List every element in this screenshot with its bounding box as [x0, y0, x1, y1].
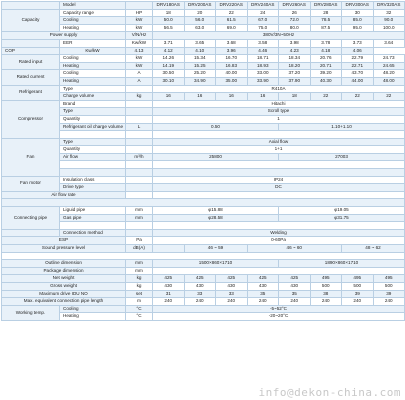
value-cell: 425: [247, 275, 279, 283]
row-parameter-label: [60, 131, 126, 139]
row-unit: kg: [126, 282, 153, 290]
value-cell: 495: [373, 275, 405, 283]
row-unit: [126, 176, 153, 184]
spec-row: [2, 229, 405, 237]
row-unit: A: [126, 77, 153, 85]
value-cell: 15.25: [184, 62, 216, 70]
value-cell: 22: [216, 9, 248, 17]
row-parameter-label: Gas pipe: [60, 214, 126, 222]
value-cell: 240: [373, 298, 405, 306]
value-cell: 25.20: [184, 70, 216, 78]
merged-value-cell: DC: [153, 184, 405, 192]
value-cell: 24.73: [373, 55, 405, 63]
spec-row: [2, 39, 405, 47]
spec-row: [2, 138, 405, 146]
value-cell: 22: [310, 93, 342, 101]
spec-row: [2, 161, 405, 169]
value-cell: 95.0: [342, 24, 374, 32]
row-unit: [126, 146, 153, 154]
spec-row: [2, 267, 405, 275]
row-unit: mm: [126, 267, 153, 275]
row-parameter-label: Cooling: [60, 17, 126, 25]
merged-value-cell: -20~20°C: [153, 313, 405, 321]
value-cell: 61.5: [216, 17, 248, 25]
merged-value-cell: R410A: [153, 85, 405, 93]
row-category-label: [2, 229, 60, 237]
row-category-label: [2, 39, 60, 47]
merged-value-cell: 25800: [153, 153, 279, 161]
row-parameter-label: Drive type: [60, 184, 126, 192]
row-category-label: Connecting pipe: [2, 207, 60, 230]
model-header: DRV300AS: [342, 2, 374, 10]
row-category-label: Rated input: [2, 55, 60, 70]
merged-value-cell: 48 ~ 62: [342, 245, 405, 253]
row-unit: [126, 115, 153, 123]
value-cell: 22: [373, 93, 405, 101]
merged-value-cell: 1890×860×1710: [279, 260, 405, 268]
value-cell: 40.30: [310, 77, 342, 85]
value-cell: 90.0: [373, 17, 405, 25]
value-cell: 425: [153, 275, 185, 283]
empty-value-cell: [153, 161, 405, 169]
spec-row: [2, 275, 405, 283]
value-cell: 48.00: [373, 77, 405, 85]
row-unit: mm: [126, 214, 153, 222]
merged-value-cell: 1.10+1.10: [279, 123, 405, 131]
spec-row: [2, 298, 405, 306]
value-cell: 16: [153, 93, 185, 101]
row-category-label: Fan motor: [2, 176, 60, 191]
value-cell: 22.71: [342, 62, 374, 70]
value-cell: 30.50: [153, 70, 185, 78]
row-unit: [126, 100, 153, 108]
model-header: DRV200AS: [184, 2, 216, 10]
value-cell: 14.26: [153, 55, 185, 63]
spec-row: [2, 222, 405, 230]
row-parameter-label: Quantity: [60, 146, 126, 154]
merged-value-cell: 1+1: [153, 146, 405, 154]
value-cell: 495: [342, 275, 374, 283]
merged-value-cell: [153, 245, 185, 253]
spec-row: [2, 260, 405, 268]
merged-value-cell: 46 ~ 60: [247, 245, 342, 253]
value-cell: 63.0: [184, 24, 216, 32]
row-parameter-label: [60, 169, 126, 177]
merged-value-cell: Axial flow: [153, 138, 405, 146]
spec-row: [2, 207, 405, 215]
value-cell: 24.65: [373, 62, 405, 70]
row-unit: [126, 222, 153, 230]
value-cell: 18: [153, 9, 185, 17]
spec-row: [2, 100, 405, 108]
value-cell: 430: [184, 282, 216, 290]
row-unit: m: [126, 298, 153, 306]
spec-row: [2, 108, 405, 116]
row-unit: kW: [126, 17, 153, 25]
row-parameter-label: EER: [60, 39, 126, 47]
row-unit: mm: [126, 260, 153, 268]
row-parameter-label: Liguid pipe: [60, 207, 126, 215]
value-cell: 500: [373, 282, 405, 290]
spec-row: [2, 2, 405, 10]
row-unit: [126, 184, 153, 192]
value-cell: 4.13: [126, 47, 153, 55]
merged-value-cell: 1500×860×1710: [153, 260, 279, 268]
row-parameter-label: [60, 222, 126, 230]
value-cell: 240: [310, 298, 342, 306]
spec-row: [2, 282, 405, 290]
row-unit: kW: [126, 24, 153, 32]
value-cell: 4.12: [153, 47, 185, 55]
value-cell: 15.34: [184, 55, 216, 63]
row-parameter-label: Model: [60, 2, 126, 10]
row-parameter-label: Heating: [60, 77, 126, 85]
blank-row-cell: [2, 199, 405, 207]
spec-row: [2, 305, 405, 313]
spec-row: [2, 191, 405, 199]
value-cell: 240: [279, 298, 311, 306]
spec-row: [2, 131, 405, 139]
row-category-label: Working temp.: [2, 305, 60, 320]
merged-value-cell: φ31.75: [279, 214, 405, 222]
row-unit: kW: [126, 62, 153, 70]
empty-value-cell: [153, 267, 405, 275]
row-parameter-label: COP: [2, 47, 60, 55]
value-cell: 240: [153, 298, 185, 306]
value-cell: 3.98: [279, 39, 311, 47]
spec-row: [2, 70, 405, 78]
spec-row: [2, 169, 405, 177]
empty-value-cell: [153, 222, 405, 230]
value-cell: 3.73: [342, 39, 374, 47]
value-cell: 430: [279, 282, 311, 290]
value-cell: 240: [184, 298, 216, 306]
value-cell: 56.5: [153, 24, 185, 32]
value-cell: 33.90: [247, 77, 279, 85]
row-parameter-label: Charge volume: [60, 93, 126, 101]
value-cell: 3.65: [184, 39, 216, 47]
row-parameter-label: Cooling: [60, 305, 126, 313]
value-cell: 240: [342, 298, 374, 306]
empty-value-cell: [153, 169, 405, 177]
merged-value-cell: 27003: [279, 153, 405, 161]
row-unit: [126, 108, 153, 116]
value-cell: 38: [310, 290, 342, 298]
empty-value-cell: [153, 191, 405, 199]
value-cell: 16: [247, 93, 279, 101]
spec-table-body: [2, 2, 405, 321]
value-cell: 495: [310, 275, 342, 283]
row-unit: [126, 161, 153, 169]
value-cell: 37.90: [279, 77, 311, 85]
row-category-label: Refrigerant: [2, 85, 60, 100]
row-parameter-label: Type: [60, 108, 126, 116]
merged-value-cell: 380V/3N~50Hz: [153, 32, 405, 40]
row-unit: dB(A): [126, 245, 153, 253]
merged-value-cell: 0-60Pa: [153, 237, 405, 245]
row-parameter-label: Air flow: [60, 153, 126, 161]
row-category-label: Sound pressure level: [2, 245, 126, 253]
row-parameter-label: Refrigerant oil charge volume: [60, 123, 126, 131]
value-cell: 14.19: [153, 62, 185, 70]
spec-row: [2, 47, 405, 55]
value-cell: 500: [342, 282, 374, 290]
watermark-text: info@dekon-china.com: [258, 386, 401, 399]
row-category-label: Rated current: [2, 70, 60, 85]
value-cell: 4.23: [279, 47, 311, 55]
value-cell: 16.70: [216, 55, 248, 63]
spec-row: [2, 32, 405, 40]
row-unit: kW: [126, 55, 153, 63]
value-cell: 425: [184, 275, 216, 283]
spec-table: [1, 1, 405, 321]
value-cell: 67.0: [247, 17, 279, 25]
value-cell: 35: [279, 290, 311, 298]
row-parameter-label: Heating: [60, 24, 126, 32]
merged-value-cell: Scroll type: [153, 108, 405, 116]
value-cell: 50.0: [153, 17, 185, 25]
value-cell: 430: [153, 282, 185, 290]
value-cell: 425: [216, 275, 248, 283]
value-cell: 3.71: [153, 39, 185, 47]
value-cell: 16: [184, 93, 216, 101]
value-cell: 33: [216, 290, 248, 298]
value-cell: 430: [216, 282, 248, 290]
row-parameter-label: Cooling: [60, 55, 126, 63]
value-cell: 3.78: [310, 39, 342, 47]
spec-row: [2, 313, 405, 321]
merged-value-cell: φ15.88: [153, 207, 279, 215]
row-unit: [126, 169, 153, 177]
value-cell: 16.83: [216, 62, 248, 70]
row-parameter-label: Type: [60, 85, 126, 93]
spec-row: [2, 214, 405, 222]
value-cell: 18.34: [279, 55, 311, 63]
spec-row: [2, 115, 405, 123]
model-header: DRV180AS: [153, 2, 185, 10]
merged-value-cell: 1: [153, 115, 405, 123]
row-category-label: Net weight: [2, 275, 126, 283]
value-cell: 22: [342, 93, 374, 101]
row-category-label: Fan: [2, 138, 60, 176]
value-cell: 30: [342, 9, 374, 17]
value-cell: 80.0: [279, 24, 311, 32]
row-unit: [126, 138, 153, 146]
value-cell: 56.0: [184, 17, 216, 25]
value-cell: 500: [310, 282, 342, 290]
spec-row: [2, 9, 405, 17]
value-cell: 30.10: [153, 77, 185, 85]
spec-row: [2, 176, 405, 184]
value-cell: 425: [279, 275, 311, 283]
row-category-label: ESP: [2, 237, 126, 245]
row-unit: HP: [126, 9, 153, 17]
row-category-label: Power supply: [2, 32, 126, 40]
row-category-label: Package dimension: [2, 267, 126, 275]
row-unit: V/N/Hz: [126, 32, 153, 40]
value-cell: 430: [247, 282, 279, 290]
row-category-label: Max. equivalent connection pipe length: [2, 298, 126, 306]
row-unit: [126, 191, 153, 199]
spec-row: [2, 184, 405, 192]
row-unit: set: [126, 290, 153, 298]
spec-row: [2, 146, 405, 154]
value-cell: 3.58: [247, 39, 279, 47]
value-cell: 48.20: [373, 70, 405, 78]
row-parameter-label: Brand: [60, 100, 126, 108]
value-cell: 39: [373, 290, 405, 298]
row-unit: °C: [126, 305, 153, 313]
merged-value-cell: Welding: [153, 229, 405, 237]
value-cell: 32: [373, 9, 405, 17]
merged-value-cell: -5~52°C: [153, 305, 405, 313]
value-cell: 20: [184, 9, 216, 17]
value-cell: 26: [279, 9, 311, 17]
value-cell: 72.0: [279, 17, 311, 25]
spec-row: [2, 77, 405, 85]
row-unit: mm: [126, 207, 153, 215]
value-cell: 16: [216, 93, 248, 101]
merged-value-cell: Hitachi: [153, 100, 405, 108]
value-cell: 22.79: [342, 55, 374, 63]
merged-value-cell: φ19.05: [279, 207, 405, 215]
value-cell: 18: [279, 93, 311, 101]
spec-row: [2, 199, 405, 207]
value-cell: 31: [153, 290, 185, 298]
row-parameter-label: Capacity range: [60, 9, 126, 17]
value-cell: 18.93: [247, 62, 279, 70]
row-unit: A: [126, 70, 153, 78]
model-header: DRV220AS: [216, 2, 248, 10]
value-cell: 20.71: [310, 62, 342, 70]
row-unit: [126, 2, 153, 10]
value-cell: 100.0: [373, 24, 405, 32]
row-unit: [126, 85, 153, 93]
merged-value-cell: φ28.58: [153, 214, 279, 222]
value-cell: 4.18: [310, 47, 342, 55]
row-category-label: Gross weight: [2, 282, 126, 290]
row-unit: Kw/kW: [126, 39, 153, 47]
value-cell: 35: [247, 290, 279, 298]
value-cell: 33: [184, 290, 216, 298]
value-cell: 3.68: [216, 39, 248, 47]
value-cell: 240: [247, 298, 279, 306]
spec-row: [2, 85, 405, 93]
model-header: DRV320AS: [373, 2, 405, 10]
row-unit: [126, 131, 153, 139]
value-cell: 75.0: [247, 24, 279, 32]
row-unit: kg: [126, 93, 153, 101]
value-cell: 4.10: [184, 47, 216, 55]
spec-row: [2, 153, 405, 161]
value-cell: 240: [216, 298, 248, 306]
merged-value-cell: 0.50: [153, 123, 279, 131]
row-parameter-label: Heating: [60, 313, 126, 321]
value-cell: 43.70: [342, 70, 374, 78]
value-cell: 3.96: [216, 47, 248, 55]
row-parameter-label: Connection method: [60, 229, 126, 237]
spec-row: [2, 237, 405, 245]
row-parameter-label: Insulation class: [60, 176, 126, 184]
value-cell: 3.64: [373, 39, 405, 47]
value-cell: 34.90: [184, 77, 216, 85]
row-unit: [126, 229, 153, 237]
row-unit: Pa: [126, 237, 153, 245]
row-parameter-label: Quantity: [60, 115, 126, 123]
spec-row: [2, 290, 405, 298]
model-header: DRV240AS: [247, 2, 279, 10]
row-parameter-label: [60, 161, 126, 169]
row-parameter-label: Heating: [60, 62, 126, 70]
spec-row: [2, 24, 405, 32]
value-cell: 33.00: [247, 70, 279, 78]
row-category-label: Compressor: [2, 100, 60, 138]
row-category-label: Air flow rate: [2, 191, 126, 199]
empty-value-cell: [153, 131, 405, 139]
row-category-label: Maximum drive IDU NO: [2, 290, 126, 298]
value-cell: 18.71: [247, 55, 279, 63]
row-category-label: Outline dimension: [2, 260, 126, 268]
spec-row: [2, 245, 405, 253]
value-cell: 4.46: [247, 47, 279, 55]
row-parameter-label: Type: [60, 138, 126, 146]
row-unit: kg: [126, 275, 153, 283]
value-cell: 20.76: [310, 55, 342, 63]
value-cell: 69.0: [216, 24, 248, 32]
merged-value-cell: 46 ~ 59: [184, 245, 247, 253]
row-parameter-label: Cooling: [60, 70, 126, 78]
spec-row: [2, 93, 405, 101]
value-cell: 24: [247, 9, 279, 17]
value-cell: 85.0: [342, 17, 374, 25]
row-category-label: Capacity: [2, 9, 60, 32]
spec-row: [2, 62, 405, 70]
blank-row-cell: [2, 252, 405, 260]
value-cell: 37.20: [279, 70, 311, 78]
value-cell: 40.00: [216, 70, 248, 78]
spec-row: [2, 55, 405, 63]
row-unit: °C: [126, 313, 153, 321]
row-category-label: [2, 2, 60, 10]
value-cell: 28: [310, 9, 342, 17]
value-cell: 39: [342, 290, 374, 298]
spec-row: [2, 252, 405, 260]
value-cell: 18.20: [279, 62, 311, 70]
value-cell: 39.20: [310, 70, 342, 78]
value-cell: 35.00: [216, 77, 248, 85]
spec-row: [2, 17, 405, 25]
model-header: DRV260AS: [279, 2, 311, 10]
model-header: DRV280AS: [310, 2, 342, 10]
value-cell: 44.00: [342, 77, 374, 85]
value-cell: 78.5: [310, 17, 342, 25]
merged-value-cell: IP24: [153, 176, 405, 184]
row-unit: m³/h: [126, 153, 153, 161]
value-cell: 4.06: [342, 47, 374, 55]
spec-row: [2, 123, 405, 131]
row-unit: L: [126, 123, 153, 131]
value-cell: 87.5: [310, 24, 342, 32]
row-unit: Kw/kW: [60, 47, 126, 55]
